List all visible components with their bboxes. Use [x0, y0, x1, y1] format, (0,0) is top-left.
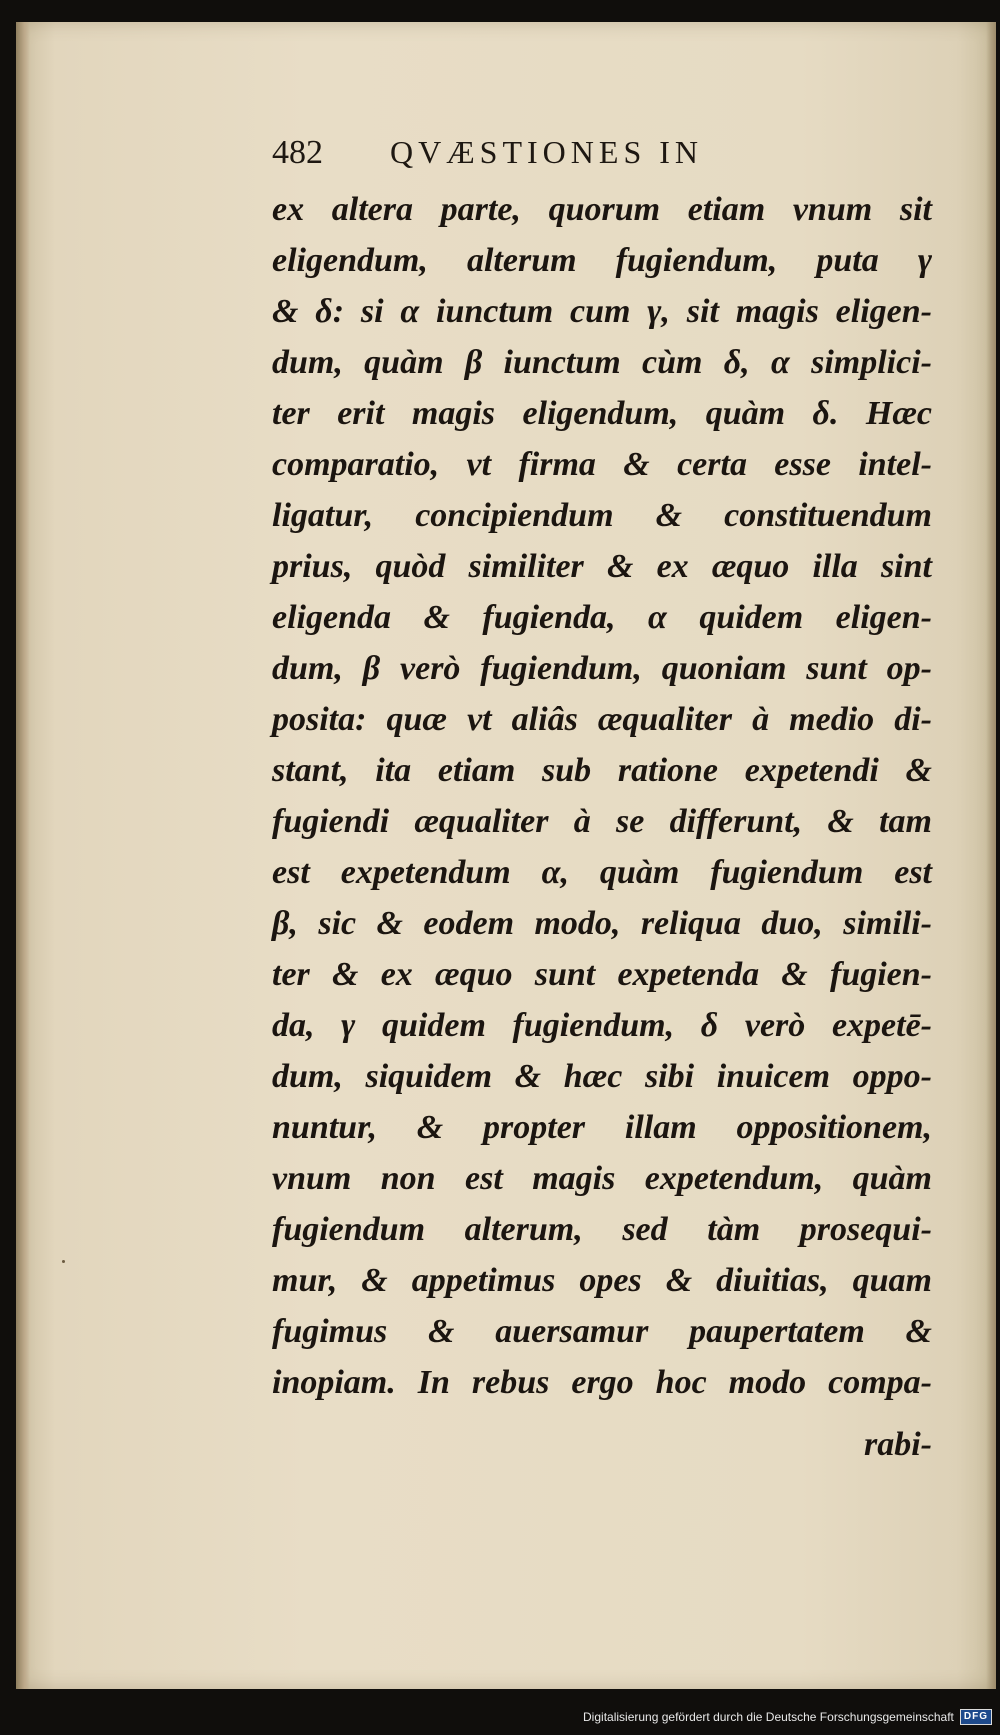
catchword: rabi-: [864, 1426, 932, 1463]
text-line: dum, β verò fugiendum, quoniam sunt op-: [272, 650, 932, 687]
text-line: est expetendum α, quàm fugiendum est: [272, 854, 932, 891]
text-line: nuntur, & propter illam oppositionem,: [272, 1109, 932, 1146]
text-line: ex altera parte, quorum etiam vnum sit: [272, 191, 932, 228]
text-line: da, γ quidem fugiendum, δ verò expetē-: [272, 1007, 932, 1044]
running-head: [272, 126, 832, 178]
text-line: fugiendum alterum, sed tàm prosequi-: [272, 1211, 932, 1248]
text-line: mur, & appetimus opes & diuitias, quam: [272, 1262, 932, 1299]
text-line: vnum non est magis expetendum, quàm: [272, 1160, 932, 1197]
text-line: stant, ita etiam sub ratione expetendi &: [272, 752, 932, 789]
body-text: [272, 184, 932, 1408]
text-line: posita: quæ vt aliâs æqualiter à medio di-: [272, 701, 932, 738]
text-line: dum, quàm β iunctum cùm δ, α simplici-: [272, 344, 932, 381]
text-line: inopiam. In rebus ergo hoc modo compa-: [272, 1364, 932, 1401]
page-number: 482: [272, 134, 323, 171]
text-line: dum, siquidem & hæc sibi inuicem oppo-: [272, 1058, 932, 1095]
digitization-credit: [583, 1707, 992, 1727]
credit-text: Digitalisierung gefördert durch die Deutsche Forschungsgemeinschaft: [583, 1710, 954, 1724]
dfg-logo: DFG: [960, 1709, 992, 1725]
text-line: & δ: si α iunctum cum γ, sit magis eligen-: [272, 293, 932, 330]
page-edge-shadow: [986, 22, 996, 1689]
text-line: eligenda & fugienda, α quidem eligen-: [272, 599, 932, 636]
paper-speck: [62, 1260, 65, 1263]
text-line: ter erit magis eligendum, quàm δ. Hæc: [272, 395, 932, 432]
running-title: QVÆSTIONES IN: [390, 134, 703, 170]
text-line: fugiendi æqualiter à se differunt, & tam: [272, 803, 932, 840]
text-line: comparatio, vt firma & certa esse intel-: [272, 446, 932, 483]
text-line: ligatur, concipiendum & constituendum: [272, 497, 932, 534]
page-gutter-shadow: [16, 22, 30, 1689]
text-line: eligendum, alterum fugiendum, puta γ: [272, 242, 932, 279]
text-line: fugimus & auersamur paupertatem &: [272, 1313, 932, 1350]
text-line: β, sic & eodem modo, reliqua duo, simili-: [272, 905, 932, 942]
text-line: prius, quòd similiter & ex æquo illa sint: [272, 548, 932, 585]
text-line: ter & ex æquo sunt expetenda & fugien-: [272, 956, 932, 993]
